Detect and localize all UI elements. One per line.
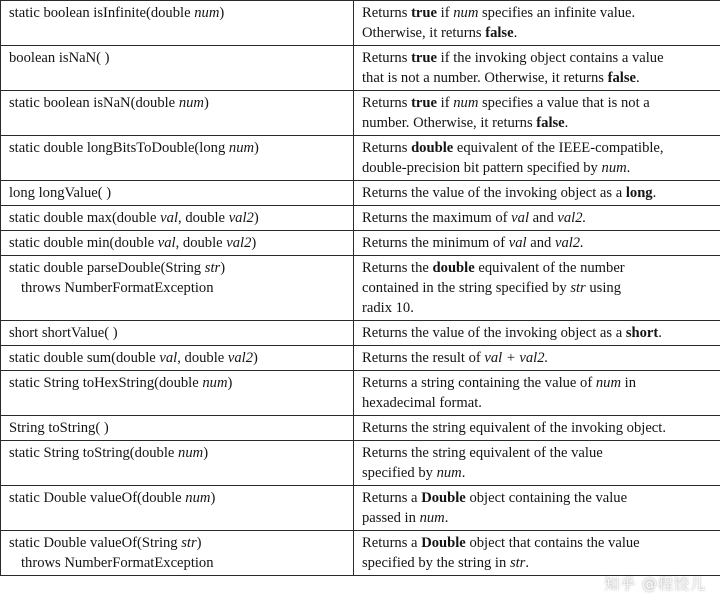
text-line — [362, 443, 716, 463]
method-description-cell — [354, 46, 720, 91]
table-row — [1, 46, 720, 91]
text-line — [362, 138, 716, 158]
bold-keyword: short — [625, 325, 659, 341]
text-line — [362, 48, 716, 68]
text-run: throws NumberFormatException — [21, 280, 214, 296]
table-row — [1, 181, 720, 206]
text-run: String toString( ) — [9, 420, 109, 436]
method-description-cell — [354, 371, 720, 416]
italic-param: val2 — [227, 350, 254, 366]
italic-param: str — [509, 555, 526, 571]
method-description-cell — [354, 531, 720, 576]
text-run: using — [585, 280, 622, 296]
text-run: static Double valueOf(double — [9, 490, 186, 506]
text-run: static boolean isInfinite(double — [9, 5, 195, 21]
method-signature-cell — [1, 441, 354, 486]
italic-param: val — [511, 210, 530, 226]
text-run: , double — [178, 210, 229, 226]
text-run: Returns a — [362, 535, 422, 551]
text-run: long longValue( ) — [9, 185, 112, 201]
text-run: and — [529, 210, 558, 226]
text-run: ) — [219, 5, 225, 21]
text-run: ) — [210, 490, 216, 506]
text-line — [9, 48, 347, 68]
text-line — [362, 258, 716, 278]
text-run: specified by — [362, 465, 437, 481]
table-row — [1, 206, 720, 231]
bold-keyword: Double — [421, 535, 466, 551]
method-signature-cell — [1, 181, 354, 206]
text-run: . — [636, 70, 640, 86]
method-signature-cell — [1, 321, 354, 346]
table-row — [1, 531, 720, 576]
italic-param: val — [160, 210, 179, 226]
text-line — [9, 208, 347, 228]
text-line — [362, 233, 716, 253]
bold-keyword: double — [432, 260, 475, 276]
method-description-cell — [354, 206, 720, 231]
text-run: Returns a — [362, 490, 422, 506]
text-line — [362, 463, 716, 483]
text-run: Returns — [362, 95, 412, 111]
text-run: Returns the value of the invoking object as a — [362, 185, 626, 201]
method-signature-cell — [1, 231, 354, 256]
text-run: passed in — [362, 510, 420, 526]
text-run: Otherwise, it returns — [362, 25, 486, 41]
text-run: Returns the minimum of — [362, 235, 509, 251]
text-run: specifies an infinite value. — [478, 5, 636, 21]
method-signature-cell — [1, 416, 354, 441]
text-run: static boolean isNaN(double — [9, 95, 179, 111]
text-line — [362, 23, 716, 43]
method-signature-cell — [1, 1, 354, 46]
text-run: throws NumberFormatException — [21, 555, 214, 571]
italic-param: val — [157, 235, 176, 251]
text-line — [9, 373, 347, 393]
text-line — [9, 348, 347, 368]
italic-param: num — [194, 5, 220, 21]
method-description-cell — [354, 486, 720, 531]
text-run: contained in the string specified by — [362, 280, 571, 296]
bold-keyword: false — [485, 25, 514, 41]
text-line — [362, 553, 716, 573]
text-run: in — [621, 375, 636, 391]
text-run: if — [437, 5, 454, 21]
text-run: if the invoking object contains a value — [437, 50, 664, 66]
text-run: double-precision bit pattern specified by — [362, 160, 602, 176]
text-run: . — [626, 160, 631, 176]
table-row — [1, 256, 720, 321]
text-line — [362, 93, 716, 113]
method-signature-cell — [1, 256, 354, 321]
bold-keyword: false — [607, 70, 636, 86]
table-row — [1, 91, 720, 136]
text-run: . — [658, 325, 662, 341]
text-run: static double max(double — [9, 210, 161, 226]
bold-keyword: double — [411, 140, 454, 156]
table-row — [1, 1, 720, 46]
text-run: . — [513, 25, 518, 41]
italic-param: val2 — [228, 210, 254, 226]
text-run: ) — [220, 260, 226, 276]
text-line — [362, 508, 716, 528]
text-run: . — [444, 510, 449, 526]
text-run: radix 10. — [362, 300, 414, 316]
method-signature-cell — [1, 531, 354, 576]
text-run: Returns a string containing the value of — [362, 375, 596, 391]
text-run: static double parseDouble(String — [9, 260, 205, 276]
text-run: number. Otherwise, it returns — [362, 115, 537, 131]
text-line — [9, 553, 347, 573]
text-run: ) — [251, 235, 257, 251]
text-line — [9, 3, 347, 23]
text-run: Returns the value of the invoking object as a — [362, 325, 626, 341]
text-line — [362, 278, 716, 298]
text-run: static double sum(double — [9, 350, 160, 366]
text-run: hexadecimal format. — [362, 395, 482, 411]
text-run: Returns — [362, 5, 412, 21]
text-line — [9, 183, 347, 203]
text-run: ) — [227, 375, 233, 391]
text-run: ) — [203, 445, 209, 461]
method-description-cell — [354, 346, 720, 371]
table-row — [1, 346, 720, 371]
italic-param: val2 — [226, 235, 252, 251]
italic-param: val2. — [554, 235, 584, 251]
table-row — [1, 416, 720, 441]
text-run: ) — [254, 140, 259, 156]
watermark: 知乎 @程饺儿 — [604, 575, 706, 593]
text-line — [9, 488, 347, 508]
table-body — [1, 1, 720, 576]
method-description-cell — [354, 181, 720, 206]
text-run: if — [437, 95, 454, 111]
text-line — [362, 3, 716, 23]
text-line — [9, 278, 347, 298]
text-run: Returns the — [362, 260, 433, 276]
text-run: static Double valueOf(String — [9, 535, 182, 551]
text-line — [9, 138, 347, 158]
text-run: static double longBitsToDouble(long — [9, 140, 229, 156]
text-line — [9, 418, 347, 438]
text-run: specifies a value that is not a — [478, 95, 650, 111]
text-line — [9, 233, 347, 253]
italic-param: num — [178, 95, 204, 111]
text-line — [362, 533, 716, 553]
text-run: . — [461, 465, 466, 481]
text-run: Returns the string equivalent of the value — [362, 445, 603, 461]
method-description-cell — [354, 441, 720, 486]
text-line — [362, 113, 716, 133]
text-run: , double — [175, 235, 227, 251]
italic-param: str — [181, 535, 197, 551]
text-line — [362, 393, 716, 413]
method-signature-cell — [1, 46, 354, 91]
text-run: short shortValue( ) — [9, 325, 118, 341]
text-run: static String toString(double — [9, 445, 179, 461]
text-line — [9, 258, 347, 278]
method-description-cell — [354, 231, 720, 256]
italic-param: num — [185, 490, 211, 506]
table-row — [1, 136, 720, 181]
text-run: object containing the value — [465, 490, 628, 506]
text-line — [362, 183, 716, 203]
text-run: ) — [196, 535, 202, 551]
bold-keyword: Double — [421, 490, 466, 506]
text-run: specified by the string in — [362, 555, 510, 571]
italic-param: num — [228, 140, 255, 156]
text-run: equivalent of the number — [474, 260, 625, 276]
italic-param: str — [204, 260, 221, 276]
bold-keyword: true — [411, 50, 437, 66]
text-line — [362, 348, 716, 368]
text-line — [362, 418, 716, 438]
text-run: , double — [177, 350, 228, 366]
text-line — [362, 323, 716, 343]
method-signature-cell — [1, 371, 354, 416]
italic-param: str — [570, 280, 586, 296]
text-line — [9, 93, 347, 113]
table-row — [1, 486, 720, 531]
italic-param: num — [178, 445, 204, 461]
text-line — [362, 208, 716, 228]
italic-param: val — [508, 235, 527, 251]
text-line — [362, 298, 716, 318]
text-run: Returns the string equivalent of the invoking object. — [362, 420, 666, 436]
method-signature-cell — [1, 486, 354, 531]
italic-param: num — [601, 160, 627, 176]
text-run: . — [652, 185, 657, 201]
text-run: . — [525, 555, 530, 571]
method-signature-cell — [1, 136, 354, 181]
method-description-cell — [354, 416, 720, 441]
text-run: equivalent of the IEEE-compatible, — [453, 140, 664, 156]
table-row — [1, 231, 720, 256]
text-run: Returns — [362, 50, 412, 66]
bold-keyword: false — [536, 115, 565, 131]
text-run: and — [526, 235, 555, 251]
text-line — [362, 488, 716, 508]
text-line — [362, 158, 716, 178]
method-signature-cell — [1, 91, 354, 136]
italic-param: val2. — [557, 210, 587, 226]
method-description-cell — [354, 1, 720, 46]
text-run: boolean isNaN( ) — [9, 50, 110, 66]
table-row — [1, 321, 720, 346]
text-run: Returns the result of — [362, 350, 485, 366]
text-run: object that contains the value — [465, 535, 640, 551]
method-description-cell — [354, 321, 720, 346]
text-line — [9, 443, 347, 463]
text-line — [9, 533, 347, 553]
italic-param: num — [595, 375, 621, 391]
text-run: ) — [253, 210, 259, 226]
text-run: that is not a number. Otherwise, it returns — [362, 70, 608, 86]
text-run: Returns the maximum of — [362, 210, 512, 226]
method-signature-cell — [1, 346, 354, 371]
italic-param: val — [159, 350, 178, 366]
text-run: ) — [203, 95, 209, 111]
text-run: static double min(double — [9, 235, 158, 251]
italic-param: num — [453, 5, 479, 21]
italic-param: num — [436, 465, 462, 481]
text-run: static String toHexString(double — [9, 375, 203, 391]
italic-param: num — [453, 95, 479, 111]
text-run: Returns — [362, 140, 412, 156]
method-description-cell — [354, 91, 720, 136]
method-description-cell — [354, 256, 720, 321]
text-line — [362, 68, 716, 88]
bold-keyword: true — [411, 95, 437, 111]
text-line — [9, 323, 347, 343]
italic-param: val + val2. — [484, 350, 549, 366]
table-row — [1, 371, 720, 416]
text-run: ) — [253, 350, 258, 366]
bold-keyword: long — [625, 185, 653, 201]
text-line — [362, 373, 716, 393]
text-run: . — [564, 115, 569, 131]
bold-keyword: true — [411, 5, 437, 21]
method-description-cell — [354, 136, 720, 181]
italic-param: num — [202, 375, 228, 391]
italic-param: num — [419, 510, 445, 526]
method-signature-cell — [1, 206, 354, 231]
table-row — [1, 441, 720, 486]
